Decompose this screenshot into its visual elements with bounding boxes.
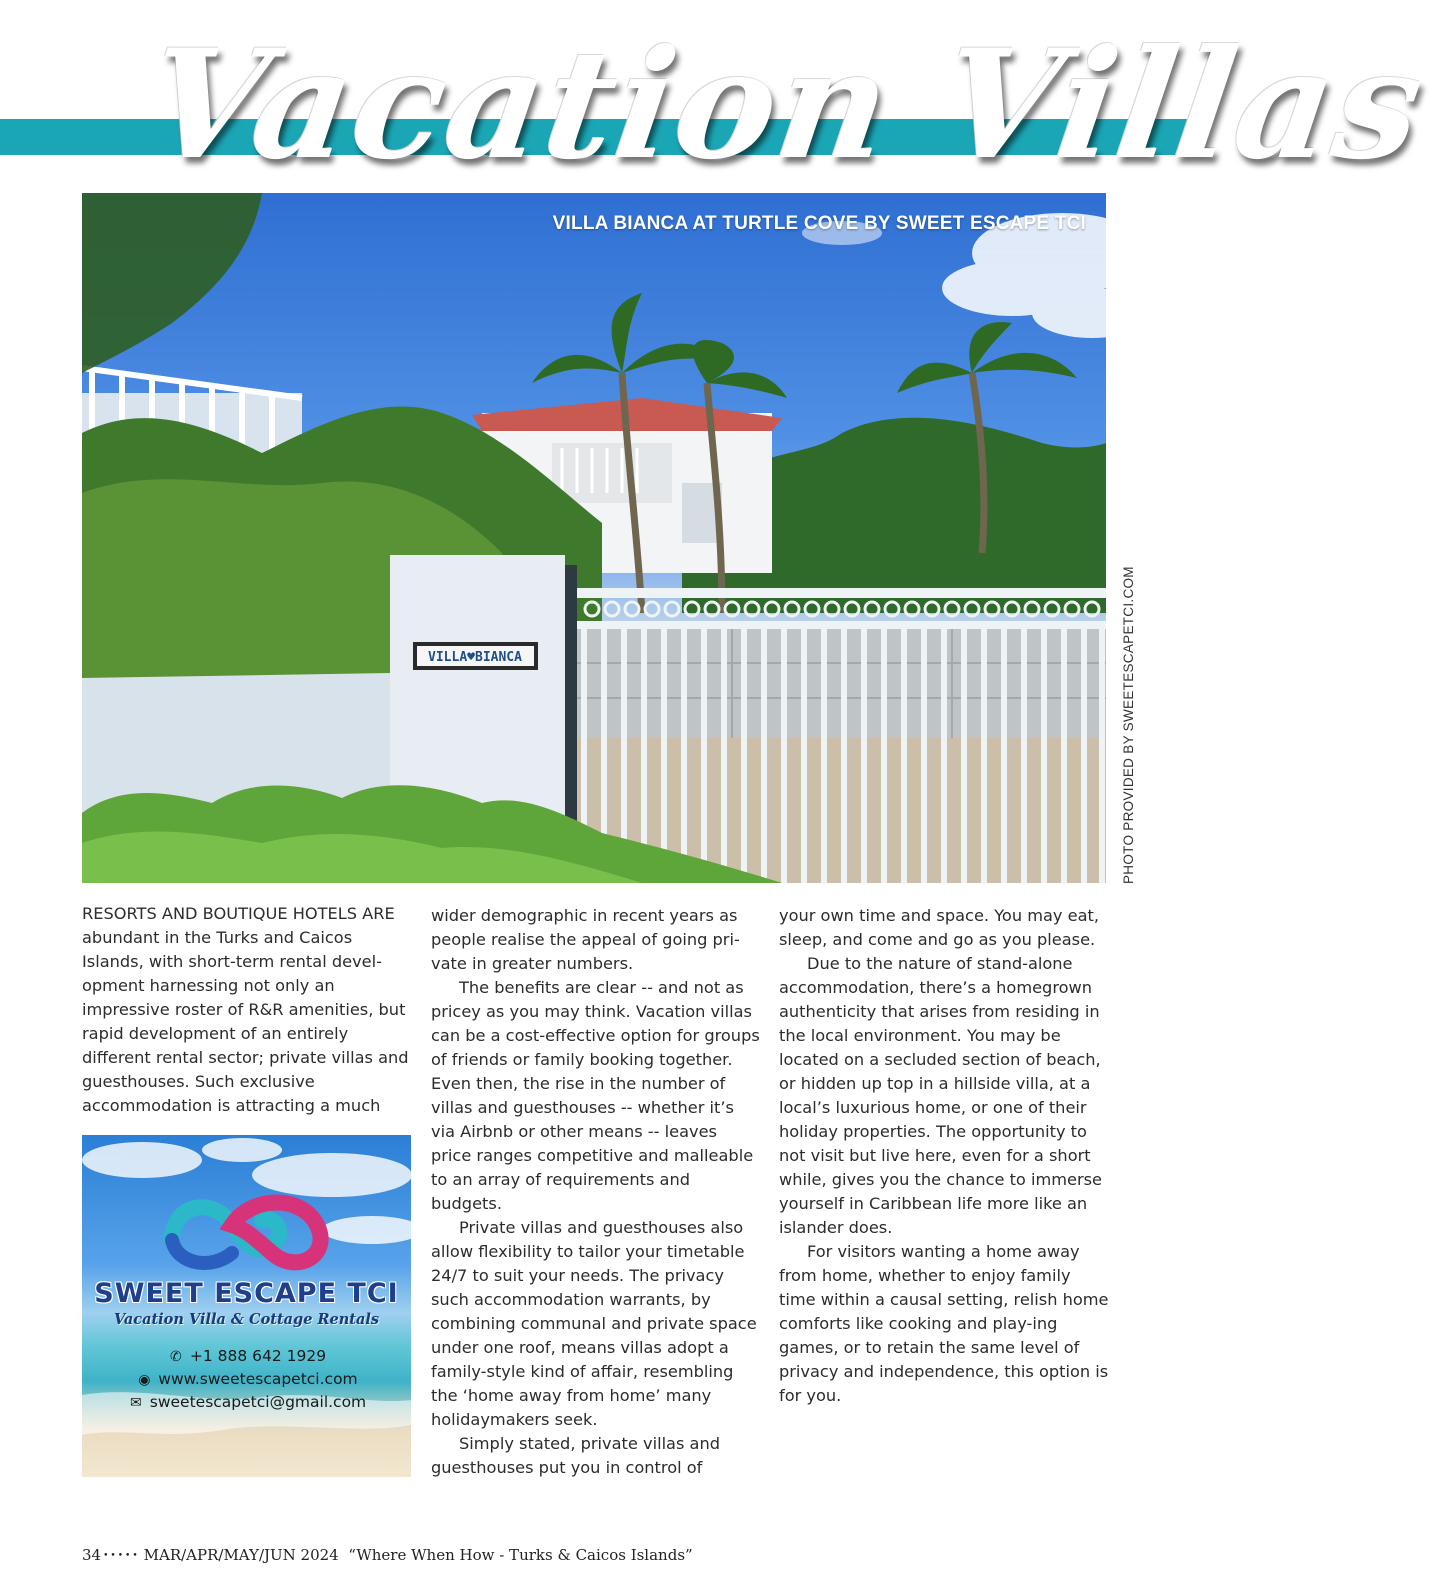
issue-date: MAR/APR/MAY/JUN 2024 xyxy=(143,1546,339,1564)
page-footer xyxy=(82,1546,693,1564)
article-column-1 xyxy=(82,902,412,1118)
ad-brand-name: SWEET ESCAPE TCI xyxy=(94,1278,399,1309)
ad-logo-icon xyxy=(172,1203,321,1263)
ad-email-address: sweetescapetci@gmail.com xyxy=(149,1393,367,1411)
publication-name: “Where When How - Turks & Caicos Islands” xyxy=(348,1546,693,1564)
article-paragraph: RESORTS AND BOUTIQUE HOTELS ARE abundant in the Turks and Caicos Islands, with short-term rental devel-opment harnessing not only an impressive roster of R&R amenities, but rapid development of an entirely different rental sector; private villas and guesthouses. Such exclusive accommodation is attracting a much xyxy=(82,904,409,1115)
ad-website[interactable] xyxy=(82,1370,411,1388)
ad-tagline: Vacation Villa & Cottage Rentals xyxy=(113,1311,380,1328)
villa-sign-text: VILLA♥BIANCA xyxy=(428,650,522,665)
ad-phone-number: +1 888 642 1929 xyxy=(189,1347,327,1365)
ad-website-url: www.sweetescapetci.com xyxy=(158,1370,358,1388)
footer-dots: ••••• xyxy=(103,1551,140,1561)
phone-icon: ✆ xyxy=(170,1349,182,1365)
article-column-3 xyxy=(779,904,1109,1408)
ad-phone[interactable] xyxy=(82,1347,411,1365)
article-paragraph: Simply stated, private villas and guesthouses put you in control of xyxy=(431,1434,721,1477)
article-paragraph: your own time and space. You may eat, sleep, and come and go as you please. xyxy=(779,906,1100,949)
article-paragraph: The benefits are clear -- and not as pricey as you may think. Vacation villas can be a cost-effective option for groups of friends or family booking together. Even then, the rise in the number of villas and guesthouses -- whether it’s via Airbnb or other means -- leaves price ranges competitive and malleable to an array of requirements and budgets. xyxy=(431,978,760,1213)
photo-caption: VILLA BIANCA AT TURTLE COVE BY SWEET ESCAPE TCI xyxy=(552,213,1086,234)
page-number: 34 xyxy=(82,1546,102,1564)
villa-sign xyxy=(413,642,538,670)
article-column-2 xyxy=(431,904,761,1480)
ad-email[interactable] xyxy=(82,1393,411,1411)
article-paragraph: Private villas and guesthouses also allow flexibility to tailor your timetable 24/7 to suit your needs. The privacy such accommodation warrants, by combining communal and private space under one roof, means villas adopt a family-style kind of affair, resembling the ‘home away from home’ many holidaymakers seek. xyxy=(431,1218,757,1429)
article-paragraph: For visitors wanting a home away from home, whether to enjoy family time within a causal setting, relish home comforts like cooking and play-ing games, or to retain the same level of privacy and independence, this option is for you. xyxy=(779,1242,1109,1405)
envelope-icon: ✉ xyxy=(129,1395,142,1411)
hero-photo-illustration xyxy=(82,193,1106,883)
article-paragraph: wider demographic in recent years as people realise the appeal of going pri-vate in greater numbers. xyxy=(431,906,740,973)
photo-credit: PHOTO PROVIDED BY SWEETESCAPETCI.COM xyxy=(1121,566,1136,884)
hero-photo xyxy=(82,193,1106,883)
section-title: Vacation Villas xyxy=(137,17,1435,193)
sweet-escape-ad[interactable] xyxy=(82,1135,411,1477)
article-paragraph: Due to the nature of stand-alone accommodation, there’s a homegrown authenticity that arises from residing in the local environment. You may be located on a secluded section of beach, or hidden up top in a hillside villa, at a local’s luxurious home, or one of their holiday properties. The opportunity to not visit but live here, even for a short while, gives you the chance to immerse yourself in Caribbean life more like an islander does. xyxy=(779,954,1103,1237)
globe-icon: ◉ xyxy=(138,1372,151,1388)
